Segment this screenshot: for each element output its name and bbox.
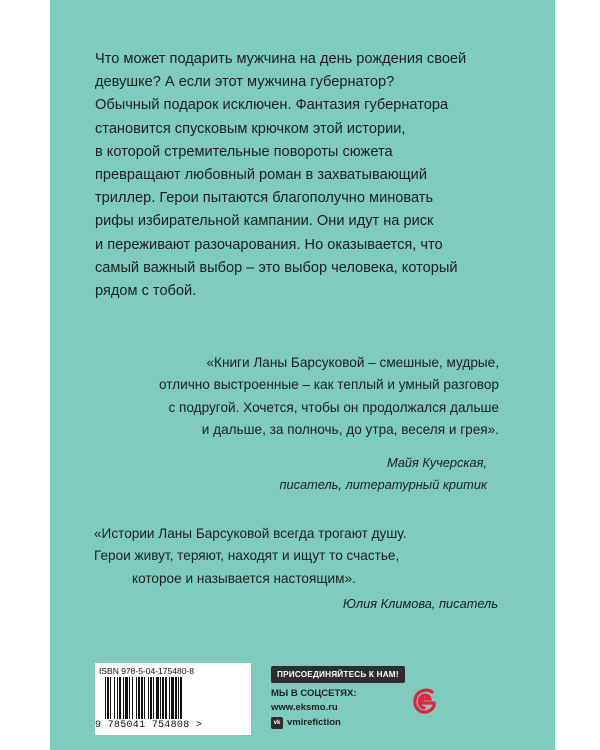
blurb-line: триллер. Герои пытаются благополучно миновать — [95, 190, 434, 207]
quote-line: и дальше, за полночь, до утра, веселя и грея». — [201, 421, 499, 437]
quote-line: отлично выстроенные – как теплый и умный разговор — [158, 377, 499, 393]
blurb-line: в которой стремительные повороты сюжета — [95, 143, 393, 160]
blurb-line: Что может подарить мужчина на день рождения своей — [95, 51, 467, 67]
join-banner: ПРИСОЕДИНЯЙТЕСЬ К НАМ! — [271, 666, 405, 683]
blurb-line: девушке? А если этот мужчина губернатор? — [95, 74, 395, 91]
vk-handle: vmirefiction — [287, 717, 341, 728]
isbn-text: ISBN 978-5-04-175480-8 — [99, 666, 194, 676]
eksmo-logo-icon — [410, 686, 440, 716]
review-quote-kucherskaya — [50, 352, 499, 496]
blurb-line: рифы избирательной кампании. Они идут на риск — [95, 213, 434, 230]
vk-link[interactable] — [271, 715, 451, 730]
quote-attribution: Юлия Климова, писатель — [342, 595, 498, 611]
review-quote-klimova — [94, 523, 498, 615]
barcode-digits: 9 785041 754808 > — [95, 720, 203, 731]
blurb-line: рядом с тобой. — [95, 283, 197, 300]
barcode — [95, 663, 251, 735]
quote-author-role: писатель, литературный критик — [279, 477, 487, 493]
quote-line: с подругой. Хочется, чтобы он продолжался дальше — [168, 399, 499, 415]
blurb-line: превращают любовный роман в захватывающий — [95, 167, 427, 184]
blurb-line: самый важный выбор – это выбор человека, который — [95, 259, 458, 276]
book-back-cover — [50, 0, 555, 750]
barcode-bars — [105, 677, 241, 719]
site-link[interactable]: www.eksmo.ru — [271, 702, 338, 713]
social-heading: МЫ В СОЦСЕТЯХ: — [271, 688, 357, 699]
blurb-line: Обычный подарок исключен. Фантазия губернатора — [95, 97, 449, 114]
quote-author: Майя Кучерская, — [386, 455, 487, 471]
blurb-line: и переживают разочарования. Но оказывается, что — [95, 236, 443, 253]
quote-line: Герои живут, теряют, находят и ищут то счастье, — [94, 548, 400, 564]
quote-line: «Истории Ланы Барсуковой всегда трогают душу. — [94, 526, 407, 541]
blurb-line: становится спусковым крючком этой истории, — [95, 120, 406, 137]
vk-icon: vk — [271, 717, 283, 729]
quote-line: «Книги Ланы Барсуковой – смешные, мудрые, — [206, 355, 499, 370]
quote-line: которое и называется настоящим». — [132, 570, 356, 586]
book-blurb — [95, 48, 515, 303]
